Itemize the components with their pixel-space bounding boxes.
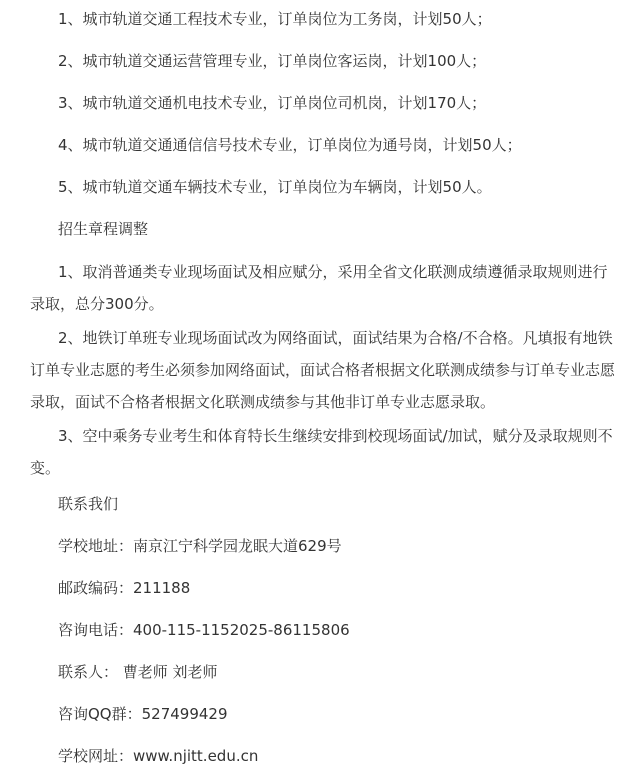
contact-address: 学校地址：南京江宁科学园龙眠大道629号	[58, 537, 342, 555]
adjustment-heading: 招生章程调整	[58, 220, 149, 238]
contact-phone: 咨询电话：400-115-1152025-86115806	[58, 621, 350, 639]
contact-person: 联系人： 曹老师 刘老师	[58, 663, 218, 681]
contact-postcode: 邮政编码：211188	[58, 579, 191, 597]
adjustment-item: 2、地铁订单班专业现场面试改为网络面试，面试结果为合格/不合格。凡填报有地铁订单专业志愿的考生必须参加网络面试，面试合格者根据文化联测成绩参与订单专业志愿录取，面试不合格者根据文化联测成绩参与其他非订单专业志愿录取。	[30, 329, 616, 411]
order-class-item: 3、城市轨道交通机电技术专业，订单岗位司机岗，计划170人；	[58, 94, 487, 112]
adjustment-item: 1、取消普通类专业现场面试及相应赋分，采用全省文化联测成绩遵循录取规则进行录取，总分300分。	[30, 263, 608, 313]
contact-heading: 联系我们	[58, 495, 119, 513]
contact-website: 学校网址：www.njitt.edu.cn	[58, 747, 259, 765]
order-class-item: 2、城市轨道交通运营管理专业，订单岗位客运岗，计划100人；	[58, 52, 487, 70]
order-class-item: 5、城市轨道交通车辆技术专业，订单岗位为车辆岗，计划50人。	[58, 178, 492, 196]
order-class-item: 1、城市轨道交通工程技术专业，订单岗位为工务岗，计划50人；	[58, 10, 492, 28]
adjustment-item: 3、空中乘务专业考生和体育特长生继续安排到校现场面试/加试，赋分及录取规则不变。	[30, 427, 613, 477]
order-class-item: 4、城市轨道交通通信信号技术专业，订单岗位为通号岗，计划50人；	[58, 136, 522, 154]
contact-qq-group: 咨询QQ群：527499429	[58, 705, 228, 723]
